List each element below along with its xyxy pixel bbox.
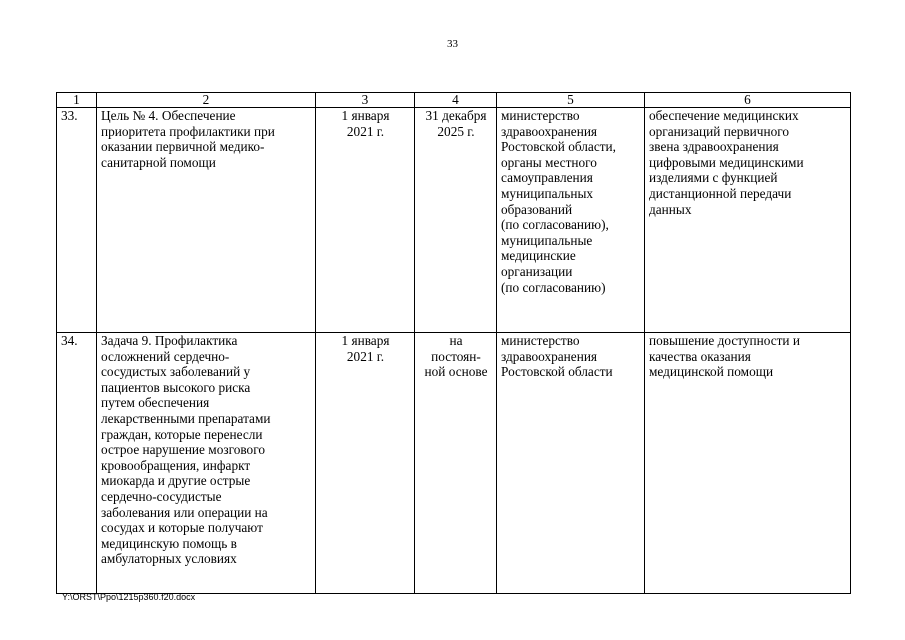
cell-text-line: Цель № 4. Обеспечение [101,108,236,123]
cell-text-line: граждан, которые перенесли [101,426,263,442]
row-number: 33. [57,108,97,333]
cell-text-line: организаций первичного [649,123,789,139]
cell-text-line: Задача 9. Профилактика [101,333,238,348]
column-header-6: 6 [645,93,851,108]
cell-text-line: дистанционной передачи [649,185,792,201]
table-header-row [57,93,851,108]
cell-text-line: звена здравоохранения [649,139,779,155]
cell-text-line: органы местного [501,154,597,170]
column-header-1: 1 [57,93,97,108]
cell-text-line: министерство [501,108,580,123]
plan-table [56,92,851,594]
cell-text-line: на [449,333,463,348]
cell-text-line: организации [501,263,573,279]
executor-cell [497,333,645,594]
cell-text-line: миокарда и другие острые [101,473,251,489]
start-date-cell [316,108,415,333]
cell-text-line: ной основе [424,364,488,380]
cell-text-line: министерство [501,333,580,348]
cell-text-line: самоуправления [501,170,593,186]
cell-text-line: муниципальных [501,185,594,201]
cell-text-line: 1 января [341,108,390,123]
cell-text-line: пациентов высокого риска [101,379,251,395]
cell-text-line: 31 декабря [425,108,487,123]
cell-text-line: сосудистых заболеваний у [101,364,251,380]
cell-text-line: цифровыми медицинскими [649,154,804,170]
start-date-cell [316,333,415,594]
cell-text-line: изделиями с функцией [649,170,778,186]
cell-text-line: муниципальные [501,232,593,248]
cell-text-line: 2021 г. [346,348,385,364]
cell-text-line: (по согласованию) [501,279,606,295]
cell-text-line: повышение доступности и [649,333,800,348]
cell-text-line: путем обеспечения [101,395,210,411]
end-date-cell [415,108,497,333]
cell-text-line: постоян- [431,348,481,364]
activity-name-cell [97,108,316,333]
cell-text-line: образований [501,201,573,217]
cell-text-line: медицинскую помощь в [101,535,237,551]
result-cell [645,108,851,333]
cell-text-line: здравоохранения [501,123,598,139]
row-number: 34. [57,333,97,594]
cell-text-line: качества оказания [649,348,751,364]
cell-text-line: острое нарушение мозгового [101,442,265,458]
file-path-footer: Y:\ORST\Ppo\1215p360.f20.docx [62,592,196,602]
cell-text-line: 2025 г. [437,123,475,139]
end-date-cell [415,333,497,594]
cell-text-line: данных [649,201,692,217]
cell-text-line: сердечно-сосудистые [101,488,222,504]
cell-text-line: здравоохранения [501,348,598,364]
cell-text-line: амбулаторных условиях [101,551,237,567]
cell-text-line: заболевания или операции на [101,504,268,520]
column-header-4: 4 [415,93,497,108]
cell-text-line: лекарственными препаратами [101,410,271,426]
table-row [57,333,851,594]
cell-text-line: 1 января [341,333,390,348]
cell-text-line: Ростовской области, [501,139,616,155]
cell-text-line: обеспечение медицинских [649,108,799,123]
activity-name-cell [97,333,316,594]
result-cell [645,333,851,594]
column-header-3: 3 [316,93,415,108]
cell-text-line: медицинской помощи [649,364,774,380]
page-number: 33 [447,38,458,50]
cell-text-line: оказании первичной медико- [101,139,265,155]
cell-text-line: приоритета профилактики при [101,123,275,139]
cell-text-line: 2021 г. [346,123,385,139]
cell-text-line: медицинские [501,248,576,264]
cell-text-line: кровообращения, инфаркт [101,457,251,473]
cell-text-line: Ростовской области [501,364,613,380]
cell-text-line: сосудах и которые получают [101,520,263,536]
cell-text-line: (по согласованию), [501,217,609,233]
executor-cell [497,108,645,333]
table-row [57,108,851,333]
cell-text-line: осложнений сердечно- [101,348,230,364]
column-header-5: 5 [497,93,645,108]
column-header-2: 2 [97,93,316,108]
cell-text-line: санитарной помощи [101,154,216,170]
